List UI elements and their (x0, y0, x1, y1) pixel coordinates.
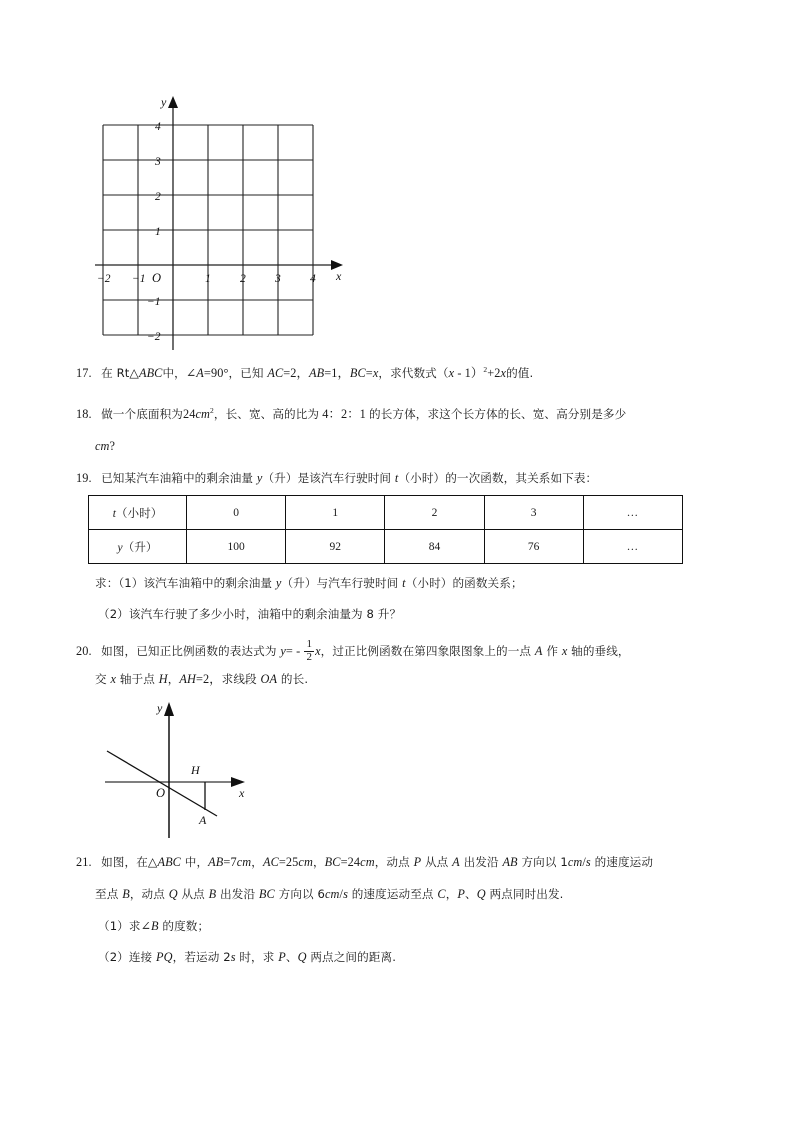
table-cell: 92 (286, 530, 385, 564)
y-tick-neg1: −1 (147, 296, 161, 308)
table-cell: … (583, 530, 682, 564)
x-tick-neg1: −1 (132, 273, 146, 285)
table-cell: 3 (484, 496, 583, 530)
y-axis (168, 96, 178, 350)
question-17 (76, 366, 533, 380)
table-cell: 2 (385, 496, 484, 530)
cartesian-grid-svg (95, 92, 345, 350)
x-tick-2: 2 (240, 273, 246, 285)
question-19-sub-2-text: （2）该汽车行驶了多少小时，油箱中的剩余油量为 8 升？ (98, 607, 402, 621)
point-label-h: H (191, 763, 200, 777)
question-21 (76, 856, 653, 869)
table-row-header: t（小时） (89, 496, 187, 530)
proportional-function-svg (105, 698, 265, 838)
question-20-text-cont: 交 x 轴于点 H，AH=2，求线段 OA 的长. (95, 672, 309, 686)
table-cell: 0 (187, 496, 286, 530)
q20-y-axis-label: y (157, 701, 163, 715)
question-20-number: 20. (76, 643, 98, 658)
question-18-cont (95, 440, 115, 452)
x-tick-3: 3 (275, 273, 281, 285)
x-tick-neg2: −2 (97, 273, 111, 285)
table-cell: … (583, 496, 682, 530)
y-tick-neg2: −2 (147, 331, 161, 343)
table-cell: 84 (385, 530, 484, 564)
proportional-function-figure (105, 698, 265, 838)
question-18 (76, 407, 626, 421)
question-21-sub-1-text: （1）求∠B 的度数； (98, 919, 210, 933)
fuel-data-table-body (89, 496, 683, 564)
table-cell: 100 (187, 530, 286, 564)
table-row (89, 530, 683, 564)
q20-y-axis (164, 702, 174, 838)
x-axis (95, 260, 343, 270)
question-20 (76, 640, 630, 664)
question-17-text: 在 Rt△ABC中，∠A=90°，已知 AC=2，AB=1，BC=x，求代数式（x - 1）$^2$+2x的值. (101, 365, 534, 381)
fuel-data-table (88, 495, 683, 564)
question-18-number: 18. (76, 407, 98, 422)
q20-origin-label: O (156, 786, 166, 800)
question-19 (76, 472, 597, 485)
question-21-sub-2 (98, 951, 396, 964)
question-21-sub-1 (98, 920, 209, 933)
question-20-text: 如图，已知正比例函数的表达式为 y= - $\frac{1}{2}$ x，过正比例函数在第四象限图象上的一点 A 作 x 轴的垂线， (101, 638, 630, 663)
y-tick-1: 1 (155, 226, 161, 238)
cartesian-grid-figure (95, 92, 345, 350)
table-row (89, 496, 683, 530)
question-20-cont (95, 673, 308, 686)
question-21-sub-2-text: （2）连接 PQ，若运动 2s 时，求 P、Q 两点之间的距离. (98, 950, 396, 964)
x-tick-1: 1 (205, 273, 211, 285)
question-21-cont (95, 888, 563, 901)
question-17-number: 17. (76, 366, 98, 381)
x-axis-label: x (336, 269, 342, 283)
question-19-sub-2 (98, 608, 401, 621)
question-18-text-cont: cm? (95, 439, 116, 453)
table-cell: 76 (484, 530, 583, 564)
y-axis-label: y (161, 95, 167, 109)
question-21-number: 21. (76, 855, 98, 869)
question-21-text-cont: 至点 B，动点 Q 从点 B 出发沿 BC 方向以 6cm/s 的速度运动至点 C，P、Q 两点同时出发. (95, 887, 564, 901)
origin-label: O (152, 271, 162, 285)
table-row-header: y（升） (89, 530, 187, 564)
grid-lines (103, 125, 313, 335)
y-tick-2: 2 (155, 191, 161, 203)
q20-x-axis-label: x (239, 786, 245, 800)
point-label-a: A (199, 813, 207, 827)
x-tick-4: 4 (310, 273, 316, 285)
y-tick-4: 4 (155, 121, 161, 133)
question-19-sub-1 (95, 577, 523, 590)
q20-x-axis (105, 777, 245, 787)
question-19-text: 已知某汽车油箱中的剩余油量 y（升）是该汽车行驶时间 t（小时）的一次函数，其关系如下表： (101, 471, 598, 485)
q20-function-line (107, 751, 217, 816)
table-cell: 1 (286, 496, 385, 530)
question-19-sub-1-text: 求：（1）该汽车油箱中的剩余油量 y（升）与汽车行驶时间 t（小时）的函数关系； (95, 576, 523, 590)
question-18-text: 做一个底面积为$24cm^2$，长、宽、高的比为 4：2：1 的长方体，求这个长方体的长、宽、高分别是多少 (101, 406, 627, 422)
y-tick-3: 3 (155, 156, 161, 168)
question-21-text: 如图，在△ABC 中，AB=7cm，AC=25cm，BC=24cm，动点 P 从点 A 出发沿 AB 方向以 1cm/s 的速度运动 (101, 855, 654, 869)
question-19-number: 19. (76, 471, 98, 485)
